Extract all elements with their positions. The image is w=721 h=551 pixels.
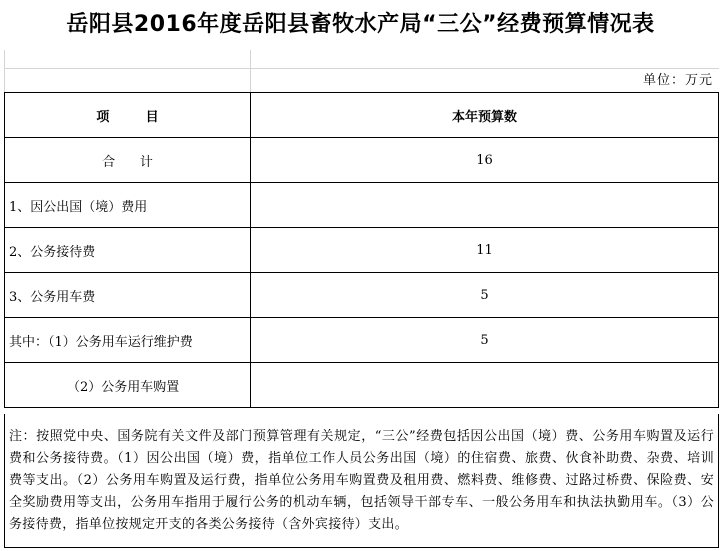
row-label-vehicle: 3、公务用车费 [5,273,251,318]
row-label-total [5,138,251,183]
row-label-vehicle-purchase: （2）公务用车购置 [5,363,251,408]
row-value-vehicle-maintenance: 5 [251,318,719,363]
row-value-vehicle: 5 [251,273,719,318]
table-row [5,273,719,318]
row-label-overseas: 1、因公出国（境）费用 [5,183,251,228]
table-row [5,183,719,228]
header-budget: 本年预算数 [251,93,719,138]
row-value-total: 16 [251,138,719,183]
row-label-total-text: 合 计 [102,154,153,170]
table-row [5,318,719,363]
header-item [5,93,251,138]
row-value-reception: 11 [251,228,719,273]
row-value-overseas [251,183,719,228]
table-row [5,363,719,408]
table-row [5,138,719,183]
gridline [4,50,5,92]
budget-table [4,92,719,408]
gridline [250,50,251,92]
unit-label: 单位：万元 [642,73,713,88]
row-value-vehicle-purchase [251,363,719,408]
footnote: 注：按照党中央、国务院有关文件及部门预算管理有关规定，“三公”经费包括因公出国（境）费、公务用车购置及运行费和公务接待费。（1）因公出国（境）费，指单位工作人员公务出国（境）的住宿费、旅费、伙食补助费、杂费、培训费等支出。（2）公务用车购置及运行费，指单位公务用车购置费及租用费、燃料费、维修费、过路过桥费、保险费、安全奖励费用等支出，公务用车指用于履行公务的机动车辆，包括领导干部专车、一般公务用车和执法执勤用车。（3）公务接待费，指单位按规定开支的各类公务接待（含外宾接待）支出。 [4,414,719,548]
table-title: 岳阳县2016年度岳阳县畜牧水产局“三公”经费预算情况表 [66,12,655,37]
row-label-vehicle-maintenance: 其中：（1）公务用车运行维护费 [5,318,251,363]
gridline [4,68,719,69]
table-row [5,228,719,273]
header-item-text: 项 目 [96,109,159,125]
table-header-row [5,93,719,138]
row-label-reception: 2、公务接待费 [5,228,251,273]
